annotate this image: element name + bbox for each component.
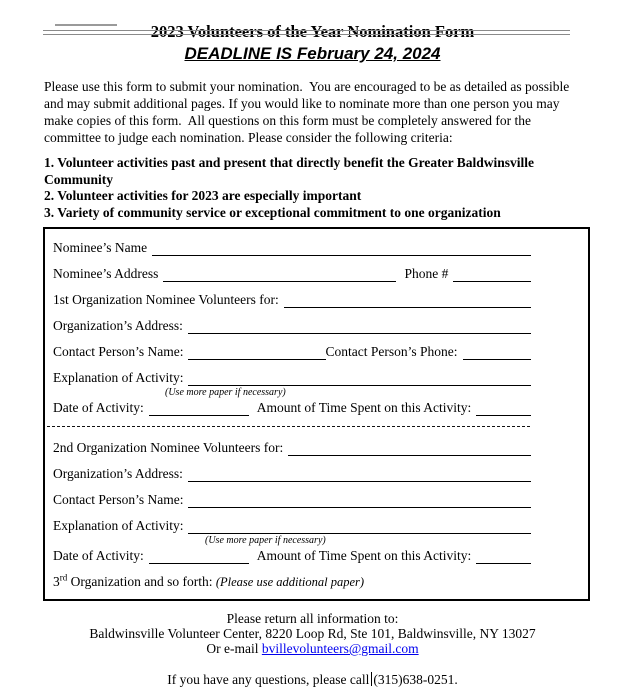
contact1-phone-field[interactable] (463, 346, 532, 360)
org3-row (53, 574, 531, 590)
org3-ordinal-superscript: rd (59, 572, 68, 583)
org1-row (53, 292, 531, 308)
header-double-rule (43, 30, 570, 35)
contact2-name-field[interactable] (188, 494, 531, 508)
org-address-label-2: Organization’s Address: (53, 466, 183, 481)
nominee-name-label: Nominee’s Name (53, 240, 148, 255)
use-more-paper-note-1: (Use more paper if necessary) (165, 387, 286, 398)
explanation1-row (53, 370, 531, 386)
date-of-activity-label: Date of Activity: (53, 400, 144, 415)
explanation-label-2: Explanation of Activity: (53, 518, 184, 533)
explanation-label: Explanation of Activity: (53, 370, 184, 385)
criteria-item-2: 2. Volunteer activities for 2023 are especially important (44, 188, 362, 203)
time-spent2-field[interactable] (476, 550, 531, 564)
criteria-item-1: 1. Volunteer activities past and present that directly benefit the Greater Baldwinsville Community (44, 155, 534, 187)
page-title: 2023 Volunteers of the Year Nomination Form (150, 22, 475, 41)
org2-label: 2nd Organization Nominee Volunteers for: (53, 440, 284, 455)
document-page (0, 22, 625, 697)
org2-row (53, 440, 531, 456)
date2-field[interactable] (149, 550, 249, 564)
footer-block (0, 611, 625, 656)
org2-field[interactable] (288, 442, 531, 456)
nominee-name-field[interactable] (152, 242, 531, 256)
intro-paragraph: Please use this form to submit your nomination. You are encouraged to be as detailed as possible and may submit additional pages. If you would like to nominate more than one person you may make copies of this form. All questions on this form must be completely answered for the committee to judge each nomination. Please consider the following criteria: (44, 79, 573, 145)
email-link[interactable]: bvillevolunteers@gmail.com (261, 641, 419, 656)
questions-prefix: If you have any questions, please call (167, 672, 370, 687)
questions-line (0, 672, 625, 688)
contact-name-label-2: Contact Person’s Name: (53, 492, 184, 507)
org3-note: (Please use additional paper) (215, 575, 365, 589)
email-line (0, 641, 625, 656)
return-instruction: Please return all information to: (226, 611, 399, 626)
org1-field[interactable] (284, 294, 531, 308)
contact2-row (53, 492, 531, 508)
amount-of-time-label-2: Amount of Time Spent on this Activity: (256, 548, 472, 563)
phone-label: Phone # (404, 266, 449, 281)
org2-address-row (53, 466, 531, 482)
top-short-rule (55, 24, 117, 26)
date1-field[interactable] (149, 402, 249, 416)
amount-of-time-label: Amount of Time Spent on this Activity: (256, 400, 472, 415)
explanation2-field[interactable] (188, 520, 531, 534)
contact-phone-label: Contact Person’s Phone: (325, 344, 458, 359)
criteria-item-3: 3. Variety of community service or exceptional commitment to one organization (44, 204, 501, 220)
phone-number: (315)638-0251. (373, 672, 458, 687)
return-address: Baldwinsville Volunteer Center, 8220 Loop Rd, Ste 101, Baldwinsville, NY 13027 (89, 626, 536, 641)
deadline-text: DEADLINE IS February 24, 2024 (184, 44, 441, 63)
date2-row (53, 548, 531, 564)
org3-label: 3rd Organization and so forth: (Please use additional paper) (53, 572, 365, 589)
org1-label: 1st Organization Nominee Volunteers for: (53, 292, 279, 307)
email-prefix: Or e-mail (206, 641, 262, 656)
nomination-form-box (43, 227, 590, 601)
section-dashed-divider (47, 426, 531, 427)
nominee-address-row (53, 266, 531, 282)
explanation2-row (53, 518, 531, 534)
explanation1-field[interactable] (188, 372, 531, 386)
time-spent1-field[interactable] (476, 402, 531, 416)
nominee-address-label: Nominee’s Address (53, 266, 159, 281)
contact1-name-field[interactable] (188, 346, 325, 360)
org1-address-row (53, 318, 531, 334)
criteria-list (44, 155, 595, 221)
org2-address-field[interactable] (188, 468, 531, 482)
org-address-label: Organization’s Address: (53, 318, 183, 333)
org1-address-field[interactable] (188, 320, 531, 334)
date1-row (53, 400, 531, 416)
contact1-row (53, 344, 531, 360)
nominee-name-row (53, 240, 531, 256)
nominee-address-field[interactable] (163, 268, 396, 282)
contact-name-label: Contact Person’s Name: (53, 344, 184, 359)
phone-field[interactable] (453, 268, 531, 282)
use-more-paper-note-2: (Use more paper if necessary) (205, 535, 326, 546)
date-of-activity-label-2: Date of Activity: (53, 548, 144, 563)
